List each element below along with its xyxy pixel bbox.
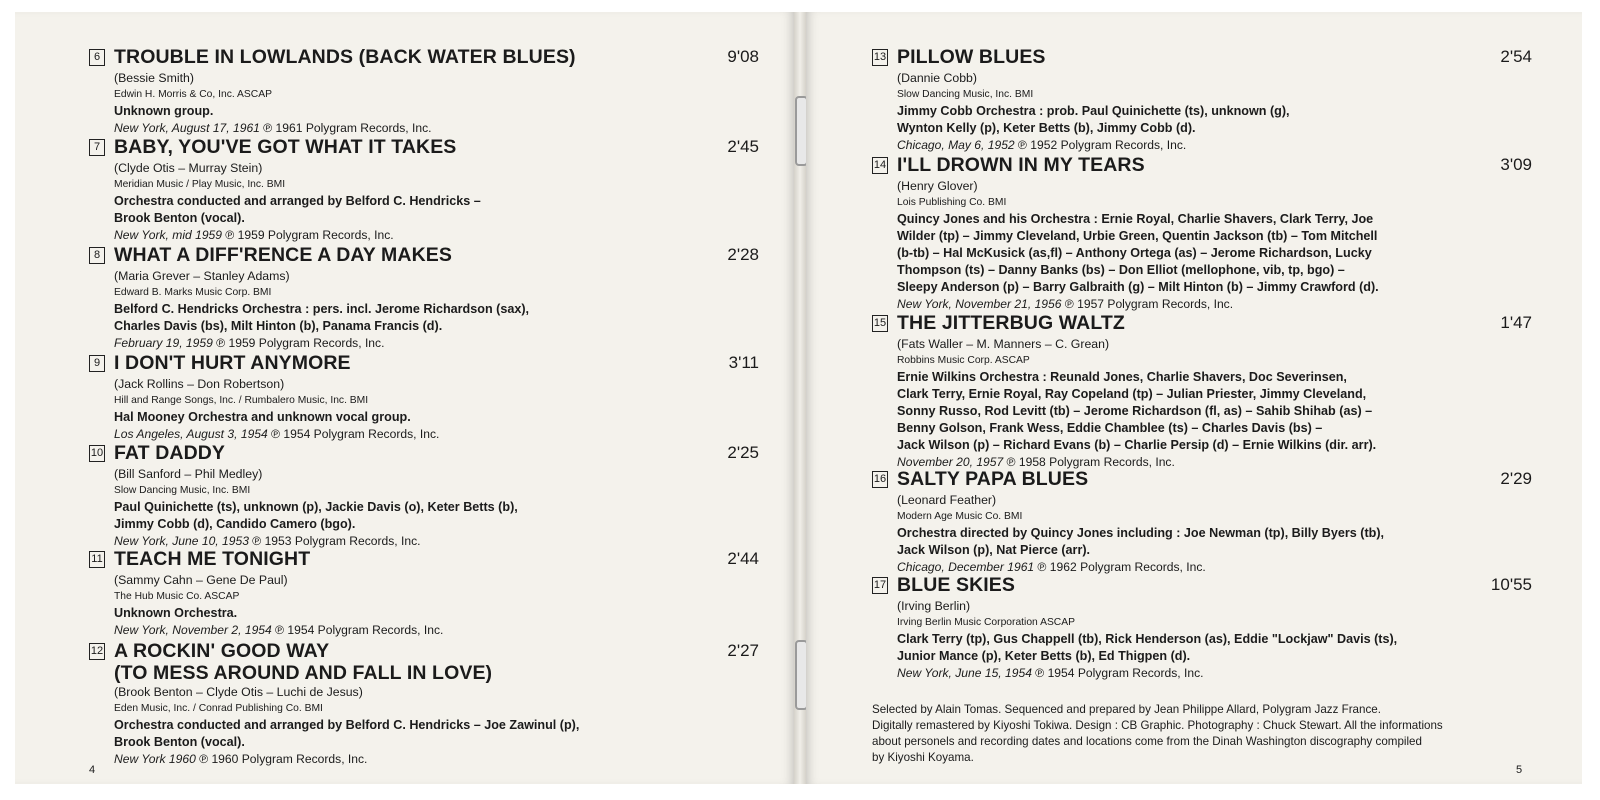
track-16 [872, 468, 1532, 576]
track-duration: 2'45 [727, 137, 759, 156]
publisher: Slow Dancing Music, Inc. BMI [897, 89, 1034, 100]
place-date: Los Angeles, August 3, 1954 [114, 427, 268, 441]
personnel-line: Belford C. Hendricks Orchestra : pers. incl. Jerome Richardson (sax), [114, 302, 530, 316]
track-duration: 3'11 [728, 353, 759, 372]
place-date: New York 1960 [114, 752, 196, 766]
track-title: SALTY PAPA BLUES [897, 468, 1089, 490]
personnel-line: Hal Mooney Orchestra and unknown vocal group. [114, 410, 411, 424]
personnel-line: Clark Terry (tp), Gus Chappell (tb), Rick Henderson (as), Eddie "Lockjaw" Davis (ts), [897, 632, 1398, 646]
personnel-line: Unknown group. [114, 104, 214, 118]
track-duration: 10'55 [1490, 575, 1532, 594]
composers: (Brook Benton – Clyde Otis – Luchi de Jesus) [114, 685, 363, 699]
personnel-line: Benny Golson, Frank Wess, Eddie Chamblee (ts) – Charles Davis (bs) – [897, 421, 1323, 435]
track-number: 11 [89, 551, 105, 568]
place-date: New York, November 2, 1954 [114, 623, 272, 637]
left-page [15, 12, 794, 784]
personnel-line: Orchestra directed by Quincy Jones including : Joe Newman (tp), Billy Byers (tb), [897, 526, 1385, 540]
track-8 [89, 244, 759, 352]
track-duration: 2'28 [727, 245, 759, 264]
track-6 [89, 46, 759, 137]
credits-line: about personels and recording dates and locations come from the Dinah Washington discography compiled [872, 735, 1422, 748]
publisher: Robbins Music Corp. ASCAP [897, 355, 1030, 366]
publisher: Eden Music, Inc. / Conrad Publishing Co. BMI [114, 703, 323, 714]
personnel-line: Jack Wilson (p), Nat Pierce (arr). [897, 543, 1091, 557]
personnel-line: Brook Benton (vocal). [114, 735, 245, 749]
composers: (Sammy Cahn – Gene De Paul) [114, 573, 288, 587]
recording-info [114, 227, 759, 244]
publisher: Irving Berlin Music Corporation ASCAP [897, 617, 1075, 628]
recording-info [897, 296, 1532, 313]
track-title: PILLOW BLUES [897, 46, 1046, 68]
personnel-line: Sonny Russo, Rod Levitt (tb) – Jerome Richardson (fl, as) – Sahib Shihab (as) – [897, 404, 1373, 418]
copyright: ℗ 1952 Polygram Records, Inc. [1018, 138, 1187, 152]
personnel-line: Wynton Kelly (p), Keter Betts (b), Jimmy Cobb (d). [897, 121, 1196, 135]
page-number: 5 [1516, 764, 1523, 776]
track-9 [89, 352, 759, 443]
place-date: New York, June 10, 1953 [114, 534, 249, 548]
copyright: ℗ 1959 Polygram Records, Inc. [216, 336, 385, 350]
copyright: ℗ 1954 Polygram Records, Inc. [1035, 666, 1204, 680]
place-date: November 20, 1957 [897, 455, 1004, 469]
track-title: BABY, YOU'VE GOT WHAT IT TAKES [114, 136, 457, 158]
track-7 [89, 136, 759, 244]
copyright: ℗ 1960 Polygram Records, Inc. [199, 752, 368, 766]
composers: (Clyde Otis – Murray Stein) [114, 161, 263, 175]
recording-info [114, 751, 759, 768]
copyright: ℗ 1961 Polygram Records, Inc. [263, 121, 432, 135]
track-13 [872, 46, 1532, 154]
publisher: The Hub Music Co. ASCAP [114, 591, 240, 602]
personnel-line: Paul Quinichette (ts), unknown (p), Jackie Davis (o), Keter Betts (b), [114, 500, 518, 514]
personnel-line: Junior Mance (p), Keter Betts (b), Ed Thigpen (d). [897, 649, 1191, 663]
personnel-line: Jimmy Cobb Orchestra : prob. Paul Quinichette (ts), unknown (g), [897, 104, 1290, 118]
personnel-line: Quincy Jones and his Orchestra : Ernie Royal, Charlie Shavers, Clark Terry, Joe [897, 212, 1374, 226]
track-number: 14 [872, 157, 888, 174]
track-duration: 1'47 [1500, 313, 1532, 332]
recording-info [114, 120, 759, 137]
track-title: THE JITTERBUG WALTZ [897, 312, 1125, 334]
credits-line: by Kiyoshi Koyama. [872, 751, 974, 764]
personnel-line: Sleepy Anderson (p) – Barry Galbraith (g) – Milt Hinton (b) – Jimmy Crawford (d). [897, 280, 1379, 294]
recording-info [114, 335, 759, 352]
track-duration: 2'25 [727, 443, 759, 462]
right-page [806, 12, 1582, 784]
copyright: ℗ 1954 Polygram Records, Inc. [271, 427, 440, 441]
personnel-line: Jack Wilson (p) – Richard Evans (b) – Charlie Persip (d) – Ernie Wilkins (dir. arr). [897, 438, 1377, 452]
publisher: Edwin H. Morris & Co, Inc. ASCAP [114, 89, 272, 100]
track-14 [872, 154, 1532, 313]
track-duration: 2'29 [1500, 469, 1532, 488]
place-date: New York, mid 1959 [114, 228, 223, 242]
personnel-line: Orchestra conducted and arranged by Belford C. Hendricks – Joe Zawinul (p), [114, 718, 580, 732]
place-date: February 19, 1959 [114, 336, 213, 350]
page-number: 4 [89, 764, 96, 776]
credits [872, 702, 1532, 766]
personnel-line: Ernie Wilkins Orchestra : Reunald Jones, Charlie Shavers, Doc Severinsen, [897, 370, 1347, 384]
personnel-line: Charles Davis (bs), Milt Hinton (b), Panama Francis (d). [114, 319, 443, 333]
track-15 [872, 312, 1532, 471]
track-duration: 9'08 [727, 47, 759, 66]
copyright: ℗ 1962 Polygram Records, Inc. [1037, 560, 1206, 574]
track-number: 17 [872, 577, 888, 594]
place-date: New York, June 15, 1954 [897, 666, 1032, 680]
publisher: Edward B. Marks Music Corp. BMI [114, 287, 272, 298]
recording-info [897, 665, 1532, 682]
track-11 [89, 548, 759, 639]
publisher: Hill and Range Songs, Inc. / Rumbalero Music, Inc. BMI [114, 395, 369, 406]
track-number: 15 [872, 315, 888, 332]
personnel-line: Orchestra conducted and arranged by Belford C. Hendricks – [114, 194, 481, 208]
track-title: A ROCKIN' GOOD WAY (TO MESS AROUND AND FALL IN LOVE) [114, 640, 493, 684]
composers: (Henry Glover) [897, 179, 978, 193]
composers: (Bessie Smith) [114, 71, 194, 85]
recording-info [114, 622, 759, 639]
track-title: FAT DADDY [114, 442, 226, 464]
credits-line: Selected by Alain Tomas. Sequenced and prepared by Jean Philippe Allard, Polygram Jazz France. [872, 703, 1381, 716]
place-date: New York, August 17, 1961 [114, 121, 260, 135]
place-date: New York, November 21, 1956 [897, 297, 1062, 311]
recording-info [897, 137, 1532, 154]
track-number: 7 [89, 139, 105, 156]
composers: (Maria Grever – Stanley Adams) [114, 269, 290, 283]
track-number: 6 [89, 49, 105, 66]
track-title: I'LL DROWN IN MY TEARS [897, 154, 1145, 176]
personnel-line: Thompson (ts) – Danny Banks (bs) – Don Elliot (mellophone, vib, tp, bgo) – [897, 263, 1345, 277]
place-date: Chicago, May 6, 1952 [897, 138, 1015, 152]
publisher: Modern Age Music Co. BMI [897, 511, 1023, 522]
track-duration: 2'44 [727, 549, 759, 568]
copyright: ℗ 1953 Polygram Records, Inc. [252, 534, 421, 548]
personnel-line: Clark Terry, Ernie Royal, Ray Copeland (tp) – Julian Priester, Jimmy Cleveland, [897, 387, 1367, 401]
copyright: ℗ 1957 Polygram Records, Inc. [1064, 297, 1234, 311]
track-number: 16 [872, 471, 888, 488]
publisher: Lois Publishing Co. BMI [897, 197, 1007, 208]
track-duration: 2'27 [727, 641, 759, 660]
track-10 [89, 442, 759, 550]
publisher: Meridian Music / Play Music, Inc. BMI [114, 179, 286, 190]
personnel-line: Wilder (tp) – Jimmy Cleveland, Urbie Green, Quentin Jackson (tb) – Tom Mitchell [897, 229, 1378, 243]
composers: (Fats Waller – M. Manners – C. Grean) [897, 337, 1110, 351]
personnel-line: Brook Benton (vocal). [114, 211, 245, 225]
track-number: 13 [872, 49, 888, 66]
composers: (Bill Sanford – Phil Medley) [114, 467, 263, 481]
track-duration: 3'09 [1500, 155, 1532, 174]
track-duration: 2'54 [1500, 47, 1532, 66]
track-12 [89, 640, 759, 768]
track-number: 9 [89, 355, 105, 372]
copyright: ℗ 1958 Polygram Records, Inc. [1006, 455, 1175, 469]
track-title: TEACH ME TONIGHT [114, 548, 311, 570]
track-number: 10 [89, 445, 105, 462]
personnel-line: Unknown Orchestra. [114, 606, 238, 620]
track-number: 8 [89, 247, 105, 264]
publisher: Slow Dancing Music, Inc. BMI [114, 485, 251, 496]
track-title: BLUE SKIES [897, 574, 1016, 596]
composers: (Dannie Cobb) [897, 71, 977, 85]
place-date: Chicago, December 1961 [897, 560, 1035, 574]
track-title: WHAT A DIFF'RENCE A DAY MAKES [114, 244, 452, 266]
track-number: 12 [89, 643, 105, 660]
personnel-line: Jimmy Cobb (d), Candido Camero (bgo). [114, 517, 356, 531]
track-title: I DON'T HURT ANYMORE [114, 352, 351, 374]
composers: (Leonard Feather) [897, 493, 997, 507]
composers: (Jack Rollins – Don Robertson) [114, 377, 285, 391]
track-17 [872, 574, 1532, 682]
composers: (Irving Berlin) [897, 599, 971, 613]
recording-info [114, 426, 759, 443]
copyright: ℗ 1954 Polygram Records, Inc. [275, 623, 444, 637]
copyright: ℗ 1959 Polygram Records, Inc. [225, 228, 394, 242]
track-title: TROUBLE IN LOWLANDS (BACK WATER BLUES) [114, 46, 576, 68]
credits-line: Digitally remastered by Kiyoshi Tokiwa. Design : CB Graphic. Photography : Chuck Stewart. All the informations [872, 719, 1443, 732]
personnel-line: (b-tb) – Hal McKusick (as,fl) – Anthony Ortega (as) – Jerome Richardson, Lucky [897, 246, 1372, 260]
